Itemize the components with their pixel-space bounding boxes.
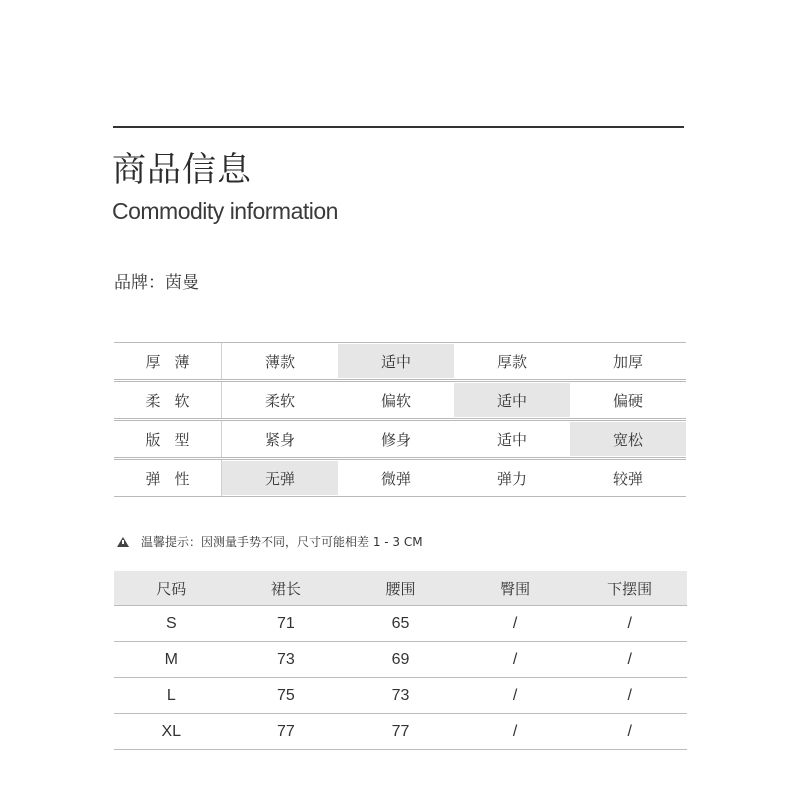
- table-cell: 71: [229, 606, 344, 642]
- table-cell: /: [458, 606, 573, 642]
- table-cell: L: [114, 678, 229, 714]
- page-title: 商品信息: [112, 150, 252, 190]
- attribute-option: 较弹: [612, 469, 643, 488]
- table-cell: /: [458, 678, 573, 714]
- table-cell: /: [458, 714, 573, 750]
- table-cell: /: [572, 606, 687, 642]
- attribute-label: 版型: [114, 421, 222, 457]
- table-cell: 69: [343, 642, 458, 678]
- attribute-option: 偏软: [380, 391, 411, 410]
- attribute-row-softness: [114, 381, 686, 419]
- attribute-row-fit: [114, 420, 686, 458]
- column-header: 臀围: [458, 571, 573, 606]
- column-header: 尺码: [114, 571, 229, 606]
- table-cell: /: [572, 714, 687, 750]
- attribute-option: 修身: [380, 430, 411, 449]
- table-cell: 75: [229, 678, 344, 714]
- attribute-option: 厚款: [496, 352, 527, 371]
- column-header: 下摆围: [572, 571, 687, 606]
- attribute-option: 弹力: [496, 469, 527, 488]
- attribute-option: 微弹: [380, 469, 411, 488]
- attribute-label: 柔软: [114, 382, 222, 418]
- page-subtitle: Commodity information: [112, 198, 338, 224]
- column-header: 裙长: [229, 571, 344, 606]
- table-cell: XL: [114, 714, 229, 750]
- attribute-label: 弹性: [114, 460, 222, 496]
- table-cell: M: [114, 642, 229, 678]
- table-cell: 77: [229, 714, 344, 750]
- attribute-option: 适中: [454, 383, 570, 417]
- table-row: [114, 606, 687, 642]
- size-table-header: [114, 571, 687, 606]
- table-cell: 65: [343, 606, 458, 642]
- notice-text: 温馨提示：因测量手势不同，尺寸可能相差 1 - 3 CM: [141, 535, 423, 549]
- column-header: 腰围: [343, 571, 458, 606]
- table-row: [114, 642, 687, 678]
- attribute-table: [114, 342, 686, 497]
- attribute-option: 柔软: [264, 391, 295, 410]
- warning-icon: [117, 537, 129, 547]
- attribute-option: 偏硬: [612, 391, 643, 410]
- attribute-row-thickness: [114, 343, 686, 380]
- table-row: [114, 714, 687, 750]
- table-cell: S: [114, 606, 229, 642]
- attribute-option: 适中: [496, 430, 527, 449]
- size-table: [114, 571, 687, 750]
- attribute-option: 适中: [338, 344, 454, 378]
- attribute-option: 紧身: [264, 430, 295, 449]
- table-row: [114, 678, 687, 714]
- attribute-option: 加厚: [612, 352, 643, 371]
- table-cell: 73: [343, 678, 458, 714]
- attribute-label: 厚薄: [114, 343, 222, 379]
- table-cell: /: [572, 678, 687, 714]
- attribute-option: 薄款: [264, 352, 295, 371]
- attribute-option: 无弹: [222, 461, 338, 495]
- table-cell: /: [458, 642, 573, 678]
- table-cell: 77: [343, 714, 458, 750]
- measurement-notice: [117, 533, 423, 551]
- brand-label: 品牌：茵曼: [114, 273, 199, 293]
- attribute-option: 宽松: [570, 422, 686, 456]
- table-cell: /: [572, 642, 687, 678]
- table-cell: 73: [229, 642, 344, 678]
- top-divider: [113, 126, 684, 128]
- attribute-row-elasticity: [114, 459, 686, 497]
